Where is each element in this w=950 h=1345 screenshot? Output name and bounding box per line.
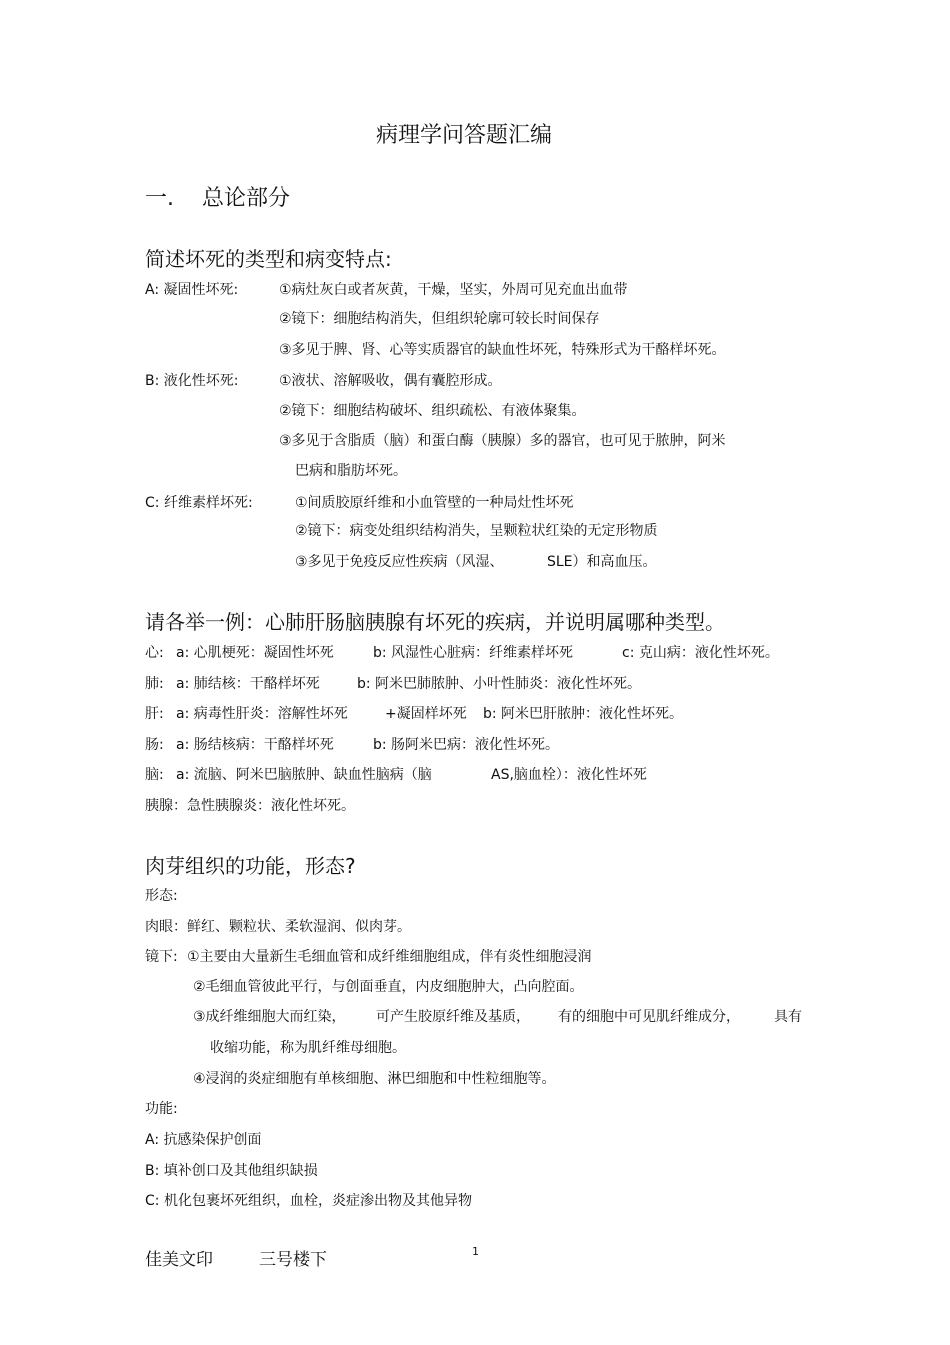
example-text: AS,脑血栓）：液化性坏死 — [491, 767, 647, 783]
item-text: ②毛细血管彼此平行，与创面垂直，内皮细胞肿大，凸向腔面。 — [193, 979, 584, 995]
item-label: A: 凝固性坏死: — [145, 282, 239, 298]
subheading: 功能: — [145, 1101, 178, 1117]
item-text: C: 机化包裹坏死组织，血栓，炎症渗出物及其他异物 — [145, 1193, 472, 1209]
organ-label: 肠: — [145, 737, 164, 753]
example-text: b: 风湿性心脏病：纤维素样坏死 — [373, 645, 574, 661]
question-heading: 简述坏死的类型和病变特点: — [145, 247, 392, 271]
item-text: 肉眼：鲜红、颗粒状、柔软湿润、似肉芽。 — [145, 919, 411, 935]
example-text: a: 肺结核：干酪样坏死 — [176, 676, 320, 692]
item-text: B: 填补创口及其他组织缺损 — [145, 1163, 318, 1179]
item-label: C: 纤维素样坏死: — [145, 495, 253, 511]
item-text: ③多见于含脂质（脑）和蛋白酶（胰腺）多的器官，也可见于脓肿，阿米 — [279, 433, 726, 449]
item-text: ②镜下：细胞结构破坏、组织疏松、有液体聚集。 — [279, 403, 586, 419]
example-text: a: 流脑、阿米巴脑脓肿、缺血性脑病（脑 — [176, 767, 432, 783]
item-text: 巴病和脂肪坏死。 — [295, 463, 407, 479]
item-text: ①病灶灰白或者灰黄，干燥，坚实，外周可见充血出血带 — [279, 282, 628, 298]
item-text: ①间质胶原纤维和小血管壁的一种局灶性坏死 — [295, 495, 574, 511]
example-text: b: 肠阿米巴病：液化性坏死。 — [373, 737, 560, 753]
item-label: B: 液化性坏死: — [145, 373, 239, 389]
footer-left: 佳美文印 — [145, 1250, 213, 1270]
item-text: ②镜下：细胞结构消失，但组织轮廓可较长时间保存 — [279, 311, 600, 327]
item-text: ②镜下：病变处组织结构消失，呈颗粒状红染的无定形物质 — [295, 523, 658, 539]
question-heading: 请各举一例：心肺肝肠脑胰腺有坏死的疾病，并说明属哪种类型。 — [145, 610, 725, 634]
item-text: SLE）和高血压。 — [547, 554, 657, 570]
example-text: a: 肠结核病：干酪样坏死 — [176, 737, 334, 753]
item-text: ①液状、溶解吸收，偶有囊腔形成。 — [279, 373, 502, 389]
item-text: ③多见于免疫反应性疾病（风湿、 — [295, 554, 504, 570]
item-text: ③多见于脾、肾、心等实质器官的缺血性坏死，特殊形式为干酪样坏死。 — [279, 342, 726, 358]
question-heading: 肉芽组织的功能，形态? — [145, 854, 356, 878]
item-text: A: 抗感染保护创面 — [145, 1132, 262, 1148]
item-text: ③成纤维细胞大而红染， — [193, 1009, 346, 1025]
example-text: a: 病毒性肝炎：溶解性坏死 — [176, 706, 348, 722]
item-text: ①主要由大量新生毛细血管和成纤维细胞组成，伴有炎性细胞浸润 — [187, 949, 592, 965]
example-text: a: 心肌梗死：凝固性坏死 — [176, 645, 334, 661]
footer-middle: 三号楼下 — [259, 1250, 327, 1270]
example-text: b: 阿米巴肺脓肿、小叶性肺炎：液化性坏死。 — [357, 676, 642, 692]
section-number: 一. — [145, 186, 174, 211]
example-text: 胰腺：急性胰腺炎：液化性坏死。 — [145, 798, 355, 814]
document-title: 病理学问答题汇编 — [375, 123, 552, 148]
organ-label: 肝: — [145, 706, 164, 722]
item-text: 具有 — [774, 1009, 802, 1025]
example-text: c: 克山病：液化性坏死。 — [622, 645, 779, 661]
item-text: 收缩功能，称为肌纤维母细胞。 — [210, 1040, 406, 1056]
example-text: b: 阿米巴肝脓肿：液化性坏死。 — [483, 706, 684, 722]
item-text: ④浸润的炎症细胞有单核细胞、淋巴细胞和中性粒细胞等。 — [193, 1071, 556, 1087]
item-label: 镜下: — [145, 949, 178, 965]
item-text: 可产生胶原纤维及基质， — [376, 1009, 530, 1025]
organ-label: 脑: — [145, 767, 164, 783]
section-heading: 总论部分 — [202, 186, 291, 211]
subheading: 形态: — [145, 888, 178, 904]
page-number: 1 — [472, 1245, 479, 1258]
organ-label: 心: — [145, 645, 164, 661]
organ-label: 肺: — [145, 676, 164, 692]
example-text: +凝固样坏死 — [385, 706, 467, 722]
item-text: 有的细胞中可见肌纤维成分， — [558, 1009, 740, 1025]
